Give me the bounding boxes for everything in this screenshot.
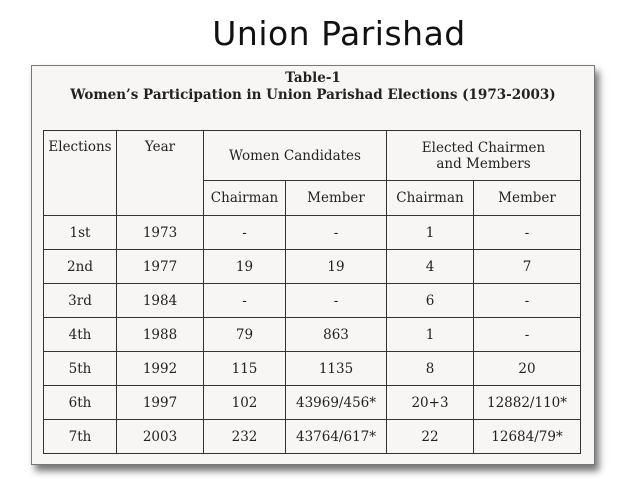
cell-elected-chairman: 1 — [387, 216, 474, 250]
cell-elected-chairman: 20+3 — [387, 386, 474, 420]
cell-elected-member: 7 — [474, 250, 581, 284]
cell-election: 1st — [44, 216, 117, 250]
table-figure — [31, 65, 595, 465]
cell-candidate-member: - — [286, 216, 387, 250]
cell-elected-chairman: 6 — [387, 284, 474, 318]
table-row — [44, 352, 581, 386]
header-elected-line2: and Members — [436, 155, 531, 172]
table-label: Table-1 — [285, 70, 341, 86]
cell-election: 2nd — [44, 250, 117, 284]
cell-candidate-chairman: 79 — [204, 318, 286, 352]
cell-elected-member: - — [474, 216, 581, 250]
cell-year: 1992 — [117, 352, 204, 386]
table-title: Women’s Participation in Union Parishad Elections (1973-2003) — [70, 87, 556, 103]
cell-candidate-chairman: 115 — [204, 352, 286, 386]
cell-elected-chairman: 4 — [387, 250, 474, 284]
slide-title: Union Parishad — [212, 14, 466, 53]
cell-candidate-member: 43764/617* — [286, 420, 387, 454]
header-elected — [387, 131, 581, 181]
cell-election: 3rd — [44, 284, 117, 318]
cell-election: 5th — [44, 352, 117, 386]
cell-year: 1977 — [117, 250, 204, 284]
header-year: Year — [117, 131, 204, 216]
cell-candidate-member: 1135 — [286, 352, 387, 386]
header-elections: Elections — [44, 131, 117, 216]
cell-candidate-member: 19 — [286, 250, 387, 284]
cell-candidate-chairman: 102 — [204, 386, 286, 420]
cell-candidate-member: 863 — [286, 318, 387, 352]
cell-elected-member: 20 — [474, 352, 581, 386]
cell-election: 7th — [44, 420, 117, 454]
table-row — [44, 386, 581, 420]
cell-year: 1973 — [117, 216, 204, 250]
table-row — [44, 284, 581, 318]
cell-year: 1997 — [117, 386, 204, 420]
cell-elected-member: - — [474, 318, 581, 352]
header-member-candidates: Member — [286, 181, 387, 216]
cell-elected-member: - — [474, 284, 581, 318]
cell-election: 4th — [44, 318, 117, 352]
cell-elected-chairman: 22 — [387, 420, 474, 454]
cell-candidate-chairman: 232 — [204, 420, 286, 454]
table-row — [44, 318, 581, 352]
cell-elected-chairman: 8 — [387, 352, 474, 386]
cell-year: 1988 — [117, 318, 204, 352]
header-member-elected: Member — [474, 181, 581, 216]
header-women-candidates: Women Candidates — [204, 131, 387, 181]
cell-year: 2003 — [117, 420, 204, 454]
header-chairman-elected: Chairman — [387, 181, 474, 216]
cell-elected-member: 12684/79* — [474, 420, 581, 454]
data-table — [43, 130, 581, 454]
cell-election: 6th — [44, 386, 117, 420]
cell-candidate-chairman: - — [204, 216, 286, 250]
cell-candidate-member: 43969/456* — [286, 386, 387, 420]
cell-candidate-chairman: 19 — [204, 250, 286, 284]
table-caption — [32, 70, 594, 104]
header-elected-line1: Elected Chairmen — [421, 139, 546, 156]
header-chairman-candidates: Chairman — [204, 181, 286, 216]
cell-elected-chairman: 1 — [387, 318, 474, 352]
cell-elected-member: 12882/110* — [474, 386, 581, 420]
cell-candidate-chairman: - — [204, 284, 286, 318]
table-row — [44, 420, 581, 454]
cell-candidate-member: - — [286, 284, 387, 318]
table-row — [44, 216, 581, 250]
cell-year: 1984 — [117, 284, 204, 318]
table-row — [44, 250, 581, 284]
